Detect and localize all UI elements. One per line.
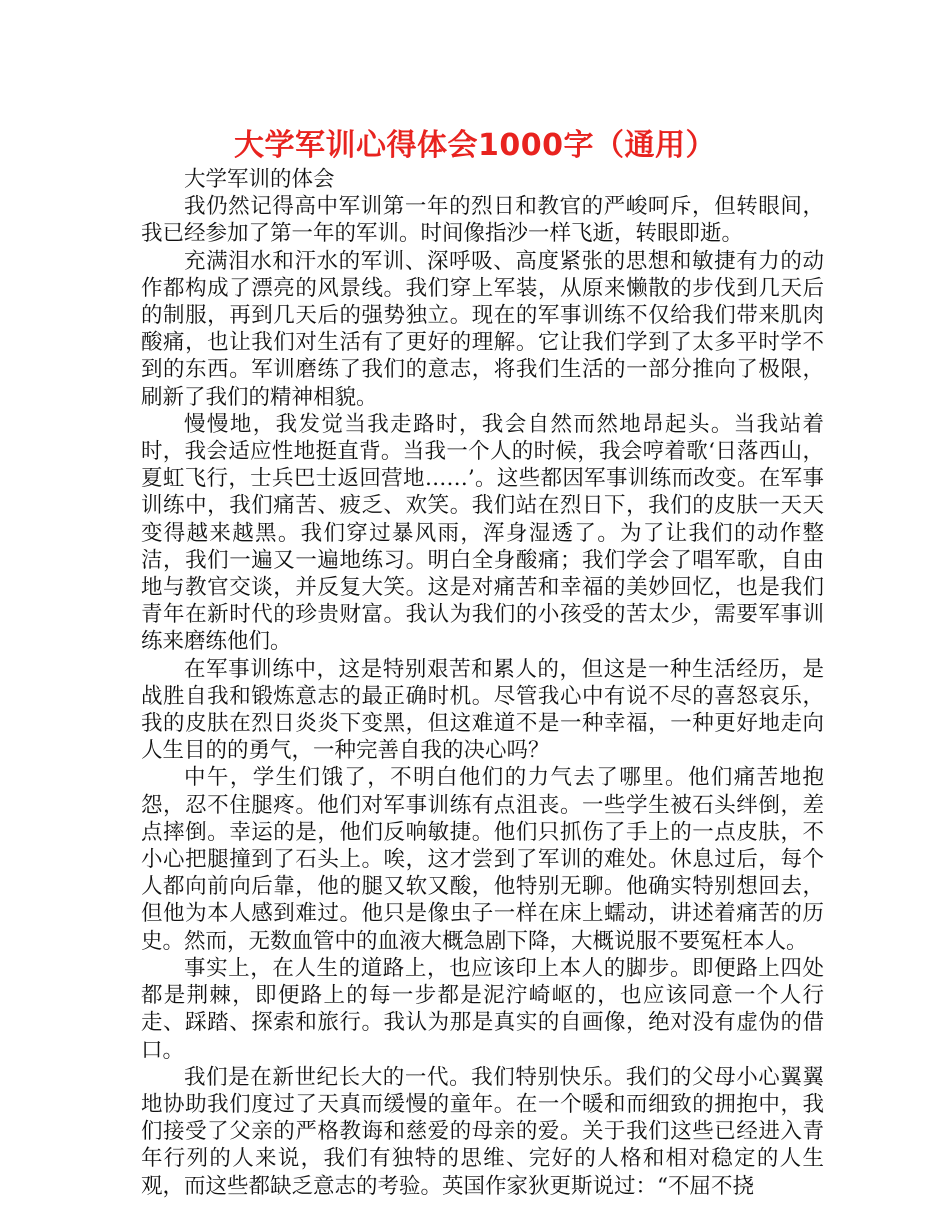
paragraph-3: 慢慢地，我发觉当我走路时，我会自然而然地昂起头。当我站着时，我会适应性地挺直背。当我一个人的时候，我会哼着歌‘日落西山，夏虹飞行，士兵巴士返回营地……’。这些都因军事训练而改变。在军事训练中，我们痛苦、疲乏、欢笑。我们站在烈日下，我们的皮肤一天天变得越来越黑。我们穿过暴风雨，浑身湿透了。为了让我们的动作整洁，我们一遍又一遍地练习。明白全身酸痛；我们学会了唱军歌，自由地与教官交谈，并反复大笑。这是对痛苦和幸福的美妙回忆，也是我们青年在新时代的珍贵财富。我认为我们的小孩受的苦太少，需要军事训练来磨练他们。 [141, 411, 824, 655]
paragraph-2: 充满泪水和汗水的军训、深呼吸、高度紧张的思想和敏捷有力的动作都构成了漂亮的风景线。我们穿上军装，从原来懒散的步伐到几天后的制服，再到几天后的强势独立。现在的军事训练不仅给我们带来肌肉酸痛，也让我们对生活有了更好的理解。它让我们学到了太多平时学不到的东西。军训磨练了我们的意志，将我们生活的一部分推向了极限，刷新了我们的精神相貌。 [141, 248, 824, 410]
paragraph-5: 中午，学生们饿了，不明白他们的力气去了哪里。他们痛苦地抱怨，忍不住腿疼。他们对军事训练有点沮丧。一些学生被石头绊倒，差点摔倒。幸运的是，他们反响敏捷。他们只抓伤了手上的一点皮肤，不小心把腿撞到了石头上。唉，这才尝到了军训的难处。休息过后，每个人都向前向后靠，他的腿又软又酸，他特别无聊。他确实特别想回去，但他为本人感到难过。他只是像虫子一样在床上蠕动，讲述着痛苦的历史。然而，无数血管中的血液大概急剧下降，大概说服不要冤枉本人。 [141, 765, 824, 954]
section-heading: 大学军训的体会 [184, 167, 335, 192]
document-title: 大学军训心得体会1000字（通用） [234, 128, 716, 163]
paragraph-1: 我仍然记得高中军训第一年的烈日和教官的严峻呵斥，但转眼间，我已经参加了第一年的军训。时间像指沙一样飞逝，转眼即逝。 [141, 194, 824, 247]
paragraph-7: 我们是在新世纪长大的一代。我们特别快乐。我们的父母小心翼翼地协助我们度过了天真而缓慢的童年。在一个暖和而细致的拥抱中，我们接受了父亲的严格教诲和慈爱的母亲的爱。关于我们这些已经进入青年行列的人来说，我们有独特的思维、完好的人格和相对稳定的人生观，而这些都缺乏意志的考验。英国作家狄更斯说过：“不屈不挠 [141, 1064, 824, 1199]
document-body [141, 166, 824, 1200]
paragraph-6: 事实上，在人生的道路上，也应该印上本人的脚步。即便路上四处都是荆棘，即便路上的每一步都是泥泞崎岖的，也应该同意一个人行走、踩踏、探索和旅行。我认为那是真实的自画像，绝对没有虚伪的借口。 [141, 955, 824, 1063]
paragraph-4: 在军事训练中，这是特别艰苦和累人的，但这是一种生活经历，是战胜自我和锻炼意志的最正确时机。尽管我心中有说不尽的喜怒哀乐，我的皮肤在烈日炎炎下变黑，但这难道不是一种幸福，一种更好地走向人生目的的勇气，一种完善自我的决心吗？ [141, 656, 824, 764]
